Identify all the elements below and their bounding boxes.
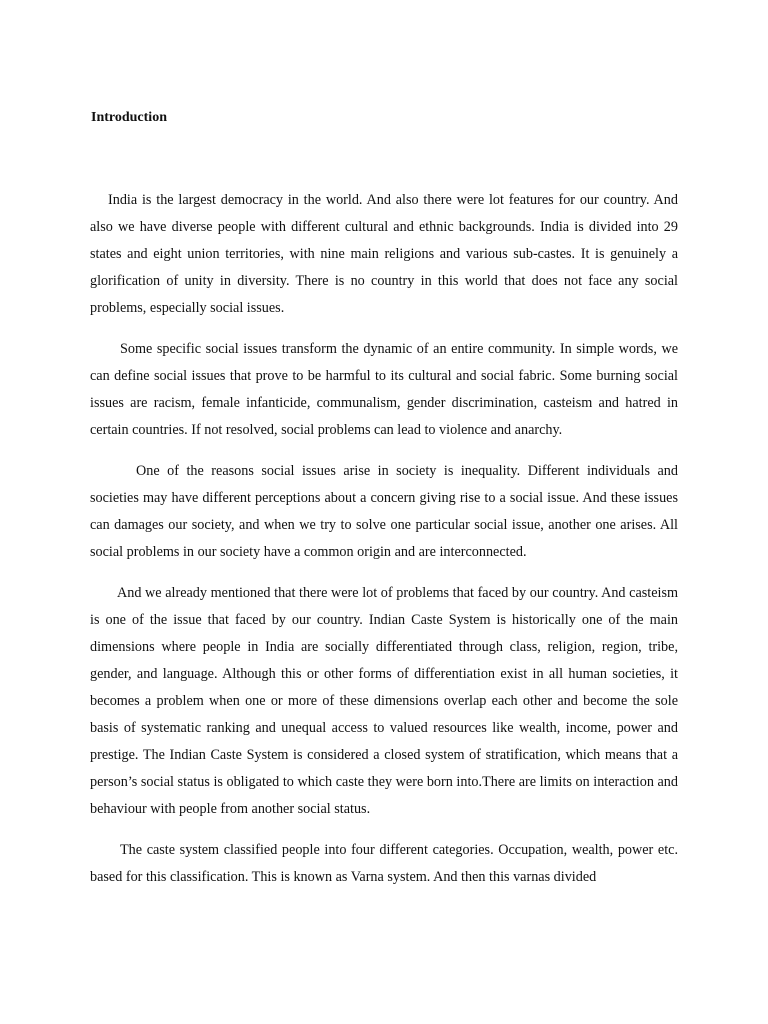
paragraph-3: One of the reasons social issues arise in society is inequality. Different individuals and societies may have different perceptions about a concern giving rise to a social issue. And these issues can damages our society, and when we try to solve one particular social issue, another one arises. All social problems in our society have a common origin and are interconnected. xyxy=(90,463,678,560)
section-heading: Introduction xyxy=(91,110,167,125)
paragraph-5: The caste system classified people into four different categories. Occupation, wealth, power etc. based for this classification. This is known as Varna system. And then this varnas divided xyxy=(90,842,678,885)
paragraph-1: India is the largest democracy in the world. And also there were lot features for our country. And also we have diverse people with different cultural and ethnic backgrounds. India is divided into 29 states and eight union territories, with nine main religions and various sub-castes. It is genuinely a glorification of unity in diversity. There is no country in this world that does not face any social problems, especially social issues. xyxy=(90,192,678,316)
document-body xyxy=(90,187,678,905)
paragraph-2: Some specific social issues transform the dynamic of an entire community. In simple words, we can define social issues that prove to be harmful to its cultural and social fabric. Some burning social issues are racism, female infanticide, communalism, gender discrimination, casteism and hatred in certain countries. If not resolved, social problems can lead to violence and anarchy. xyxy=(90,341,678,438)
paragraph-4: And we already mentioned that there were lot of problems that faced by our country. And casteism is one of the issue that faced by our country. Indian Caste System is historically one of the main dimensions where people in India are socially differentiated through class, religion, region, tribe, gender, and language. Although this or other forms of differentiation exist in all human societies, it becomes a problem when one or more of these dimensions overlap each other and become the sole basis of systematic ranking and unequal access to valued resources like wealth, income, power and prestige. The Indian Caste System is considered a closed system of stratification, which means that a person’s social status is obligated to which caste they were born into.There are limits on interaction and behaviour with people from another social status. xyxy=(90,585,678,817)
